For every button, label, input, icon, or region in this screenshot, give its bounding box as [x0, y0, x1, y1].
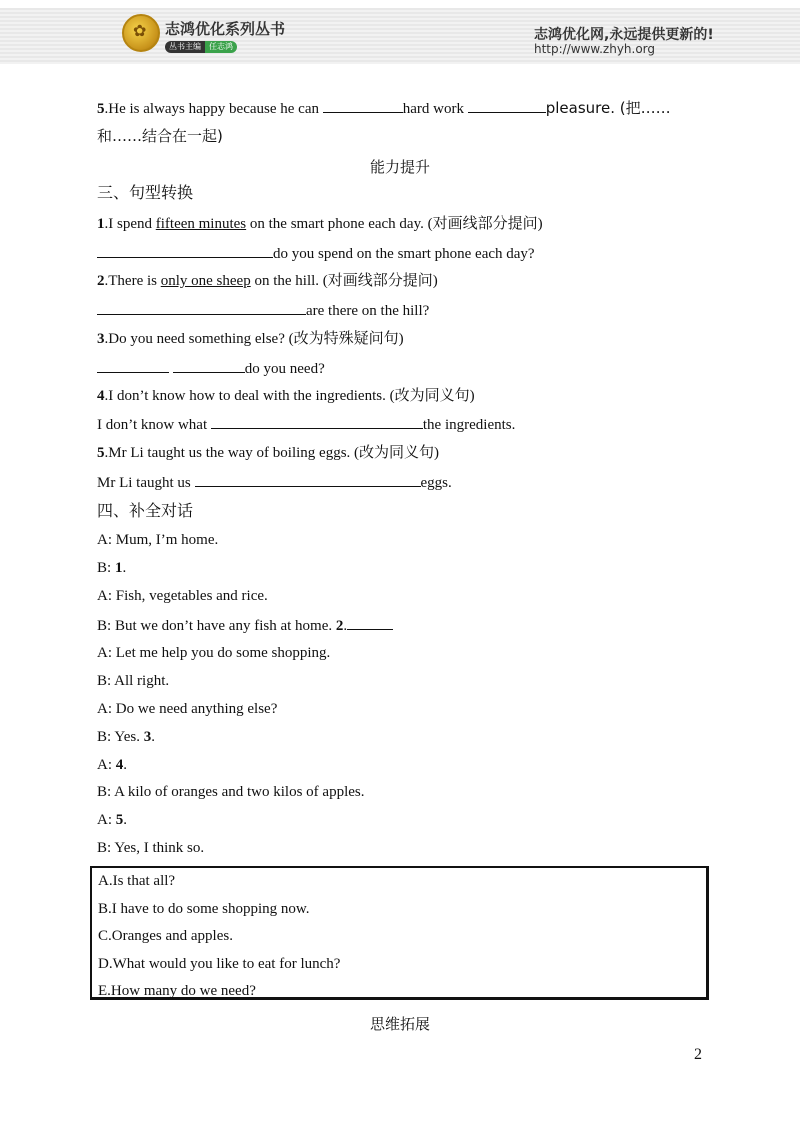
s3-a2	[97, 300, 429, 321]
editor-name: 任志鸿	[205, 41, 237, 53]
dialog-line: A: 4.	[97, 757, 127, 773]
blank-number: 1	[114, 560, 123, 576]
answer-text: I don’t know what	[97, 417, 211, 433]
section3-title: 三、句型转换	[97, 183, 194, 202]
question-text: on the smart phone each day. (对画线部分提问)	[246, 216, 543, 232]
publisher-logo-icon	[122, 14, 160, 52]
question-text: pleasure. (把……	[545, 99, 671, 117]
question-number: 3	[97, 331, 105, 347]
answer-blank[interactable]	[173, 358, 245, 373]
answer-blank[interactable]	[195, 472, 421, 487]
page-number: 2	[694, 1046, 702, 1063]
answer-blank[interactable]	[97, 243, 273, 258]
answer-blank[interactable]	[97, 300, 306, 315]
section-thinking-heading: 思维拓展	[369, 1015, 430, 1033]
dialog-line: B: Yes, I think so.	[97, 840, 205, 856]
option-e: E.How many do we need?	[98, 983, 256, 999]
page-header	[0, 0, 800, 70]
dialog-line: B: 1.	[97, 560, 127, 576]
dialog-line: A: Mum, I’m home.	[97, 532, 219, 548]
answer-text: eggs.	[420, 475, 452, 491]
editor-badge	[165, 41, 237, 53]
question-text: .I spend	[104, 216, 156, 232]
question-number: 4	[97, 388, 105, 404]
dialog-line: A: 5.	[97, 812, 127, 828]
question-number: 1	[97, 216, 105, 232]
dialog-line: B: But we don’t have any fish at home. 2.	[97, 615, 393, 636]
s3-q4	[97, 386, 475, 406]
option-a: A.Is that all?	[98, 873, 176, 889]
option-d: D.What would you like to eat for lunch?	[98, 956, 341, 972]
question-text: on the hill. (对画线部分提问)	[250, 273, 438, 289]
header-slogan: 志鸿优化网,永远提供更新的!	[534, 27, 714, 43]
question-number: 5	[97, 445, 105, 461]
answer-text: Mr Li taught us	[97, 475, 195, 491]
answer-blank[interactable]	[347, 615, 393, 630]
answer-blank[interactable]	[97, 358, 169, 373]
dialog-line: A: Fish, vegetables and rice.	[97, 588, 268, 604]
underlined-phrase: only one sheep	[160, 273, 251, 289]
question-number: 5	[97, 101, 105, 117]
options-box	[90, 866, 709, 1000]
prev-question-5-cont: 和……结合在一起)	[97, 127, 223, 145]
answer-blank[interactable]	[211, 414, 423, 429]
answer-blank[interactable]	[323, 98, 403, 113]
dialog-line: A: Do we need anything else?	[97, 701, 278, 717]
section-ability-heading: 能力提升	[369, 158, 430, 176]
dialog-line: B: A kilo of oranges and two kilos of apples.	[97, 784, 365, 800]
question-text: .He is always happy because he can	[104, 101, 323, 117]
prev-question-5	[97, 98, 671, 119]
s3-a4	[97, 414, 515, 435]
option-b: B.I have to do some shopping now.	[98, 901, 310, 917]
answer-text: the ingredients.	[422, 417, 516, 433]
question-number: 2	[97, 273, 105, 289]
s3-a1	[97, 243, 535, 264]
blank-number: 3	[143, 729, 152, 745]
dialog-line: B: All right.	[97, 673, 170, 689]
header-url: http://www.zhyh.org	[534, 42, 656, 56]
blank-number: 4	[115, 757, 124, 773]
dialog-line: A: Let me help you do some shopping.	[97, 645, 331, 661]
dialog-line: B: Yes. 3.	[97, 729, 155, 745]
question-text: hard work	[402, 101, 468, 117]
editor-label: 丛书主编	[165, 41, 205, 53]
underlined-phrase: fifteen minutes	[155, 216, 247, 232]
blank-number: 5	[115, 812, 124, 828]
s3-a5	[97, 472, 452, 493]
s3-q2	[97, 271, 438, 291]
s3-a3	[97, 358, 325, 379]
answer-text: do you spend on the smart phone each day?	[273, 246, 535, 262]
answer-text: do you need?	[244, 361, 325, 377]
s3-q3	[97, 329, 404, 349]
question-text: .Mr Li taught us the way of boiling eggs. (改为同义句)	[104, 445, 440, 461]
blank-number: 2	[335, 618, 344, 634]
question-text: .I don’t know how to deal with the ingredients. (改为同义句)	[104, 388, 475, 404]
question-text: .There is	[104, 273, 161, 289]
answer-text: are there on the hill?	[306, 303, 430, 319]
section4-title: 四、补全对话	[97, 501, 194, 520]
s3-q1	[97, 214, 543, 234]
option-c: C.Oranges and apples.	[98, 928, 233, 944]
series-title: 志鸿优化系列丛书	[165, 20, 286, 38]
question-text: .Do you need something else? (改为特殊疑问句)	[104, 331, 404, 347]
answer-blank[interactable]	[468, 98, 546, 113]
s3-q5	[97, 443, 439, 463]
